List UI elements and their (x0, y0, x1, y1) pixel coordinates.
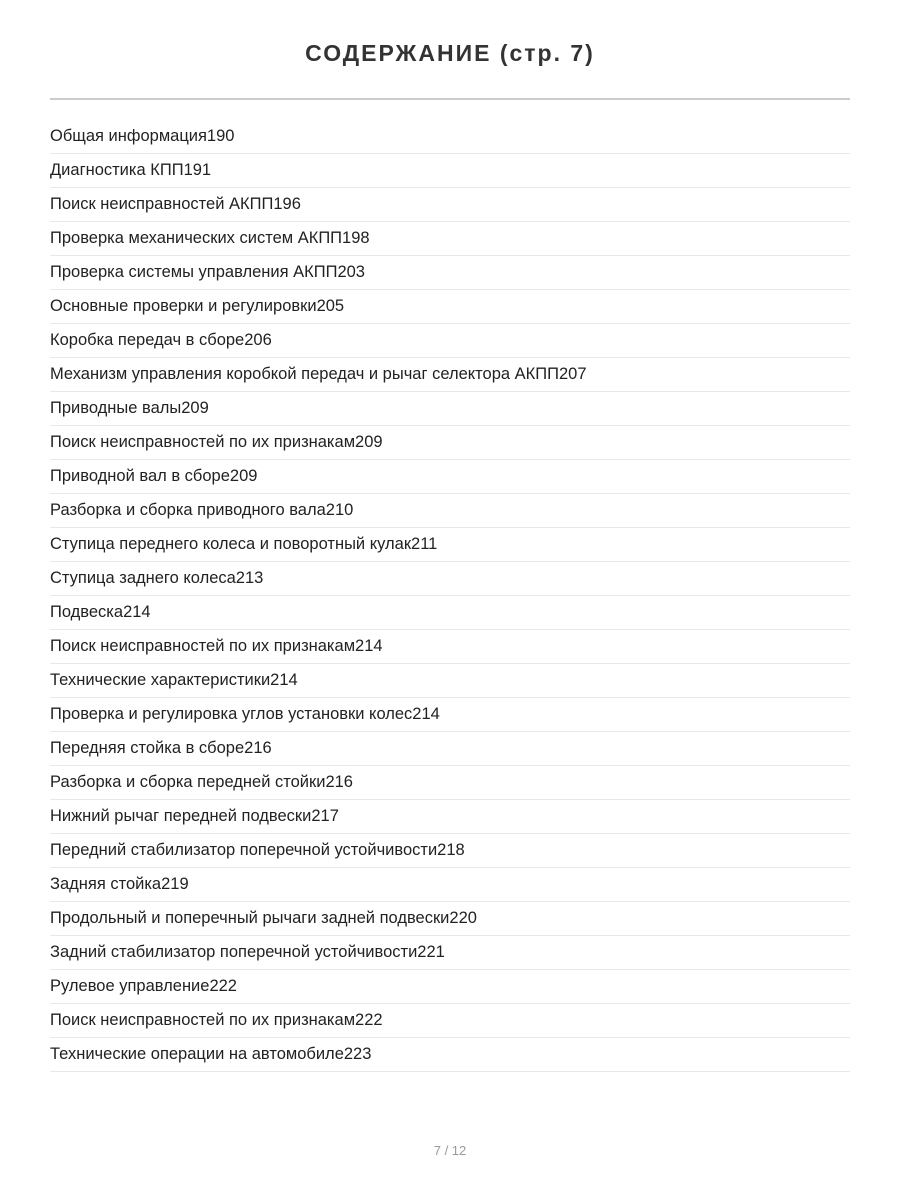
toc-list (50, 120, 850, 1072)
toc-entry[interactable]: Разборка и сборка передней стойки216 (50, 766, 850, 800)
toc-entry[interactable]: Приводные валы209 (50, 392, 850, 426)
toc-entry[interactable]: Рулевое управление222 (50, 970, 850, 1004)
toc-entry[interactable]: Продольный и поперечный рычаги задней подвески220 (50, 902, 850, 936)
toc-entry[interactable]: Проверка системы управления АКПП203 (50, 256, 850, 290)
title-divider (50, 98, 850, 100)
toc-entry[interactable]: Задняя стойка219 (50, 868, 850, 902)
page-number: 7 / 12 (433, 1143, 467, 1158)
toc-entry[interactable]: Технические операции на автомобиле223 (50, 1038, 850, 1072)
toc-entry[interactable]: Общая информация190 (50, 120, 850, 154)
toc-entry[interactable]: Механизм управления коробкой передач и рычаг селектора АКПП207 (50, 358, 850, 392)
toc-entry[interactable]: Разборка и сборка приводного вала210 (50, 494, 850, 528)
toc-entry[interactable]: Диагностика КПП191 (50, 154, 850, 188)
toc-entry[interactable]: Ступица заднего колеса213 (50, 562, 850, 596)
toc-entry[interactable]: Технические характеристики214 (50, 664, 850, 698)
toc-entry[interactable]: Передний стабилизатор поперечной устойчивости218 (50, 834, 850, 868)
page-title: СОДЕРЖАНИЕ (стр. 7) (305, 40, 595, 66)
toc-entry[interactable]: Задний стабилизатор поперечной устойчивости221 (50, 936, 850, 970)
toc-entry[interactable]: Поиск неисправностей по их признакам209 (50, 426, 850, 460)
toc-entry[interactable]: Поиск неисправностей по их признакам214 (50, 630, 850, 664)
toc-entry[interactable]: Нижний рычаг передней подвески217 (50, 800, 850, 834)
toc-entry[interactable]: Подвеска214 (50, 596, 850, 630)
toc-entry[interactable]: Поиск неисправностей АКПП196 (50, 188, 850, 222)
toc-entry[interactable]: Проверка и регулировка углов установки колес214 (50, 698, 850, 732)
toc-entry[interactable]: Коробка передач в сборе206 (50, 324, 850, 358)
toc-entry[interactable]: Основные проверки и регулировки205 (50, 290, 850, 324)
toc-entry[interactable]: Проверка механических систем АКПП198 (50, 222, 850, 256)
toc-entry[interactable]: Передняя стойка в сборе216 (50, 732, 850, 766)
toc-entry[interactable]: Ступица переднего колеса и поворотный кулак211 (50, 528, 850, 562)
toc-entry[interactable]: Приводной вал в сборе209 (50, 460, 850, 494)
toc-entry[interactable]: Поиск неисправностей по их признакам222 (50, 1004, 850, 1038)
